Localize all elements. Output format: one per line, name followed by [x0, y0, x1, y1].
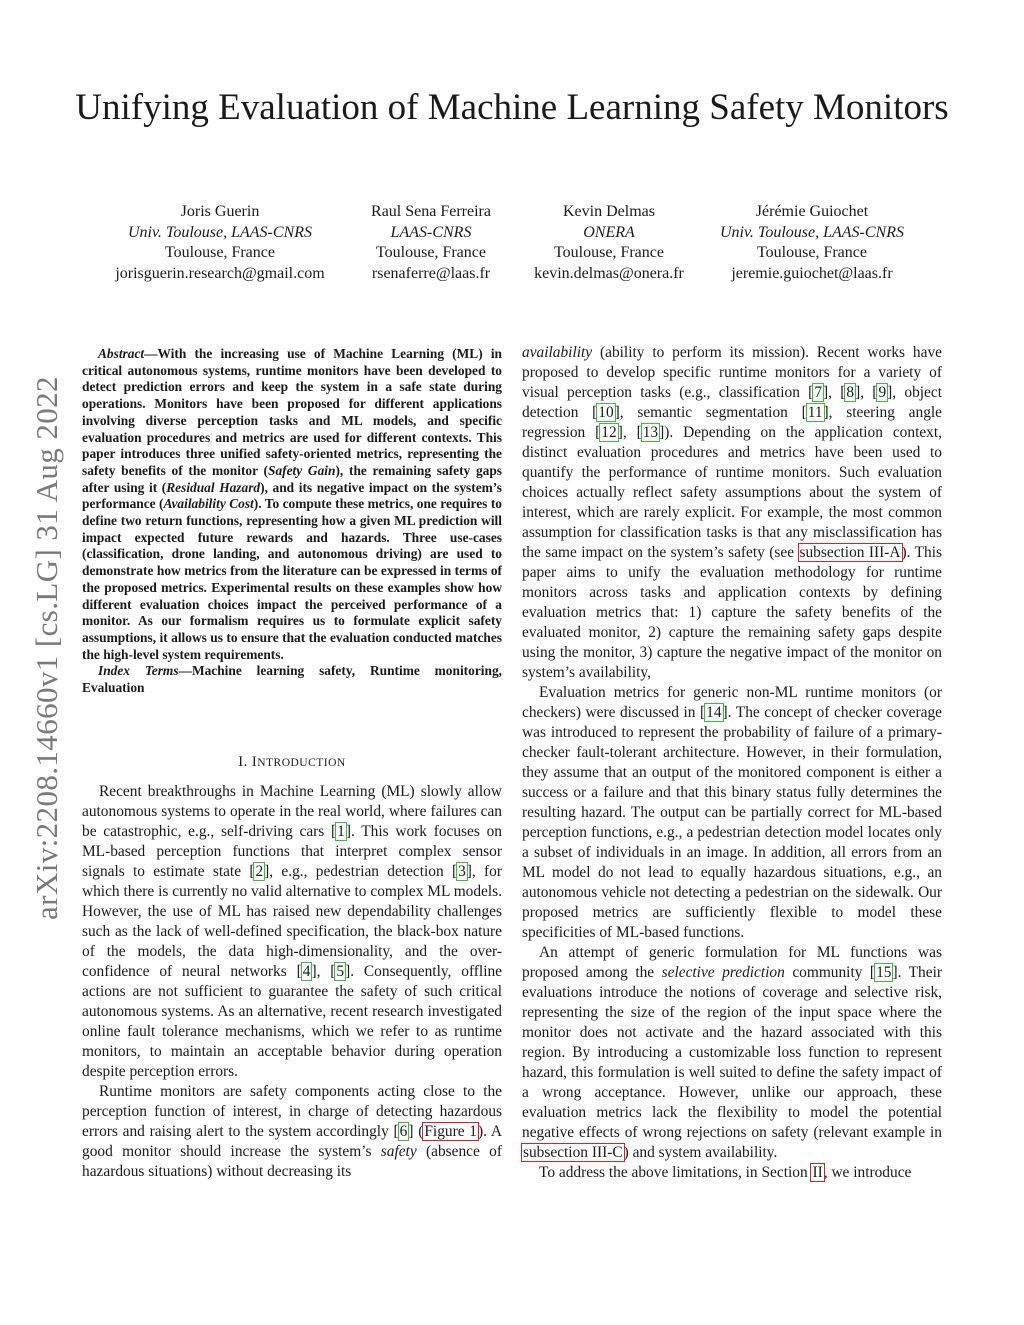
arxiv-identifier: arXiv:2208.14660v1 [cs.LG] 31 Aug 2022 [29, 376, 64, 920]
citation-link[interactable]: 5 [336, 963, 345, 980]
author-email: rsenaferre@laas.fr [371, 264, 491, 282]
author-affiliation: Univ. Toulouse, LAAS-CNRS [719, 223, 904, 241]
section-heading-introduction [82, 754, 502, 771]
abstract-term: Residual Hazard [166, 479, 261, 495]
citation-link[interactable]: 4 [302, 963, 311, 980]
citation-link[interactable]: 6 [399, 1123, 408, 1140]
author-location: Toulouse, France [165, 244, 275, 261]
text: ]. This work focuses on ML-based perception functions that interpret complex sensor signals to estimate state [ [82, 823, 502, 880]
index-terms-text: Machine learning safety, Runtime monitoring, Evaluation [82, 663, 502, 696]
text: Recent breakthroughs in Machine Learning (ML) slowly allow autonomous systems to operate in the real world, where failures can be catastrophic, e.g., self-driving cars [ [82, 783, 502, 840]
index-terms: Index Terms—Machine learning safety, Runtime monitoring, Evaluation [82, 663, 502, 696]
emphasis: availability [522, 344, 593, 361]
section-reference-link[interactable]: subsection III-C [523, 1144, 623, 1161]
author-name: Jérémie Guiochet [755, 203, 869, 220]
text: (absence of hazardous situations) without decreasing its [82, 1143, 502, 1180]
index-terms-label: Index Terms [98, 663, 179, 679]
emphasis: safety [380, 1143, 417, 1160]
abstract-text: ), the remaining safety gaps after using it ( [82, 462, 503, 495]
text: ], for which there is currently no valid alternative to complex ML models. However, the use of ML has raised new dependability challenges such as the lack of well-defined specification, the black-box nature of the models, the data high-dimensionality, and the over-confidence of neural networks [ [82, 863, 502, 980]
text: ]). Depending on the application context, distinct evaluation procedures and metrics have been used to quantify the performance of runtime monitors. Such evaluation choices actually reflect safety assumptions about the system of interest, which are rarely explicit. For example, the most common assumption for classification tasks is that any misclassification has the same impact on the system’s safety (see [522, 424, 942, 561]
text: ] ( [408, 1123, 424, 1140]
paragraph [82, 1082, 502, 1182]
text: ], steering angle regression [ [522, 404, 943, 441]
text: ). A good monitor should increase the system’s [82, 1123, 503, 1160]
text: ], [ [311, 963, 336, 980]
citation-link[interactable]: 11 [807, 404, 823, 421]
section-title-initial: I [251, 754, 258, 770]
citation-link[interactable]: 9 [878, 384, 887, 401]
text: To address the above limitations, in Section [539, 1164, 812, 1181]
paragraph [522, 943, 942, 1163]
text: ], [ [617, 424, 642, 441]
text: ]. Consequently, offline actions are not sufficient to guarantee the safety of such critical autonomous systems. As an alternative, recent research investigated online fault tolerance mechanisms, which we refer to as runtime monitors, to maintain an acceptable behavior during operation despite perception errors. [82, 963, 502, 1080]
paragraph [522, 343, 942, 683]
text: (ability to perform its mission). Recent works have proposed to develop specific runtime monitors for a variety of visual perception tasks (e.g., classification [ [522, 344, 942, 401]
paragraph [82, 782, 502, 1082]
paragraph [522, 1163, 942, 1183]
author-name: Raul Sena Ferreira [371, 203, 491, 220]
right-column [522, 343, 942, 1183]
citation-link[interactable]: 14 [706, 704, 722, 721]
abstract-text: ), and its negative impact on the system’s performance ( [82, 479, 502, 512]
text: ], [ [855, 384, 878, 401]
author-email: kevin.delmas@onera.fr [534, 264, 684, 282]
citation-link[interactable]: 3 [458, 863, 466, 880]
arxiv-sidebar [28, 348, 66, 948]
author-affiliation: LAAS-CNRS [390, 223, 472, 241]
left-column [82, 782, 502, 1182]
author-name: Joris Guerin [180, 203, 260, 220]
author-location: Toulouse, France [554, 244, 664, 261]
text: Runtime monitors are safety components acting close to the perception function of interest, in charge of detecting hazardous errors and raising alert to the system accordingly [ [82, 1083, 502, 1140]
citation-link[interactable]: 8 [846, 384, 855, 401]
author-block-4 [706, 202, 918, 284]
citation-link[interactable]: 15 [876, 964, 892, 981]
abstract [82, 346, 502, 697]
text: ) and system availability. [623, 1144, 778, 1161]
citation-link[interactable]: 2 [255, 863, 264, 880]
section-reference-link[interactable]: subsection III-A [799, 544, 901, 561]
text: ], semantic segmentation [ [614, 404, 807, 421]
abstract-label: Abstract [98, 346, 145, 361]
abstract-term: Availability Cost [163, 496, 254, 512]
emphasis: selective prediction [661, 964, 785, 981]
author-email: jeremie.guiochet@laas.fr [731, 264, 893, 282]
text: ). This paper aims to unify the evaluation methodology for runtime monitors across tasks and application contexts by defining evaluation metrics that: 1) capture the safety benefits of the evaluated monitor, 2) capture the remaining safety gaps despite using the monitor, 3) capture the negative impact of the monitor on system’s availability, [522, 544, 943, 681]
author-location: Toulouse, France [376, 244, 486, 261]
text: ], [ [823, 384, 846, 401]
text: ], object detection [ [522, 384, 942, 421]
author-name: Kevin Delmas [563, 203, 655, 220]
author-email: jorisguerin.research@gmail.com [115, 264, 325, 282]
abstract-term: Safety Gain [268, 462, 336, 478]
text: An attempt of generic formulation for ML functions was proposed among the [522, 944, 942, 981]
text: ]. The concept of checker coverage was introduced to represent the probability of failure of a primary-checker fault-tolerant architecture. However, in their formulation, they assume that an output of the monitored component is either a success or a failure and that this binary status fully determines the resulting hazard. The output can be partially correct for ML-based perception functions, e.g., a pedestrian detection model locates only a subset of individuals in an image. In addition, all errors from an ML model do not lead to equally hazardous situations, e.g., an autonomous vehicle not detecting a pedestrian on the sidewalk. Our proposed metrics are sufficiently flexible to model these specificities of ML-based functions. [522, 704, 942, 941]
paper-title: Unifying Evaluation of Machine Learning Safety Monitors [75, 87, 949, 128]
author-block-2 [346, 202, 516, 284]
text: Evaluation metrics for generic non-ML runtime monitors (or checkers) were discussed in [ [522, 684, 942, 721]
abstract-text: ). To compute these metrics, one requires to define two return functions, representing how a given ML prediction will impact expected future rewards and hazards. Three use-cases (classification, drone landing, and autonomous driving) are used to demonstrate how metrics from the literature can be expressed in terms of the proposed metrics. Experimental results on these examples show how different evaluation choices impact the perceived performance of a monitor. As our formalism requires us to formulate explicit safety assumptions, it allows us to ensure that the evaluation conducted matches the high-level system requirements. [82, 496, 502, 662]
section-title-rest: NTRODUCTION [257, 757, 346, 769]
author-affiliation: ONERA [583, 223, 635, 241]
author-block-1 [104, 202, 336, 284]
abstract-paragraph: Abstract—With the increasing use of Machine Learning (ML) in critical autonomous systems, runtime monitors have been developed to detect prediction errors and keep the system in a safe state during operations. Monitors have been proposed for different applications involving diverse perception tasks and ML models, and specific evaluation procedures and metrics are used for different contexts. This paper introduces three unified safety-oriented metrics, representing the safety benefits of the monitor (Safety Gain), the remaining safety gaps after using it (Residual Hazard), and its negative impact on the system’s performance (Availability Cost). To compute these metrics, one requires to define two return functions, representing how a given ML prediction will impact expected future rewards and hazards. Three use-cases (classification, drone landing, and autonomous driving) are used to demonstrate how metrics from the literature can be expressed in terms of the proposed metrics. Experimental results on these examples show how different evaluation choices impact the perceived performance of a monitor. As our formalism requires us to formulate explicit safety assumptions, it allows us to ensure that the evaluation conducted matches the high-level system requirements. [82, 346, 503, 662]
section-reference-link[interactable]: II [812, 1164, 823, 1181]
citation-link[interactable]: 7 [814, 384, 823, 401]
author-block-3 [524, 202, 694, 284]
author-location: Toulouse, France [757, 244, 867, 261]
abstract-text: With the increasing use of Machine Learning (ML) in critical autonomous systems, runtime monitors have been developed to detect prediction errors and keep the system in a safe state during operations. Monitors have been proposed for different applications involving diverse perception tasks and ML models, and specific evaluation procedures and metrics are used for different contexts. This paper introduces three unified safety-oriented metrics, representing the safety benefits of the monitor ( [82, 346, 502, 478]
text: ], e.g., pedestrian detection [ [264, 863, 458, 880]
citation-link[interactable]: 1 [337, 823, 345, 840]
section-numeral: I. [238, 754, 248, 770]
figure-reference-link[interactable]: Figure 1 [424, 1123, 478, 1140]
text: ]. Their evaluations introduce the notions of coverage and selective risk, representing the size of the region of the input space where the monitor does not activate and the hazard associated with this region. By introducing a customizable loss function to represent hazard, this formulation is well suited to define the safety impact of a wrong acceptance. However, unlike our approach, these evaluation metrics lack the flexibility to model the potential negative effects of wrong rejections on safety (relevant example in [522, 964, 942, 1141]
citation-link[interactable]: 10 [598, 404, 614, 421]
citation-link[interactable]: 13 [642, 424, 659, 441]
text: community [ [784, 964, 876, 981]
citation-link[interactable]: 12 [601, 424, 617, 441]
text: , we introduce [823, 1164, 912, 1181]
author-affiliation: Univ. Toulouse, LAAS-CNRS [127, 223, 312, 241]
paragraph [522, 683, 942, 943]
